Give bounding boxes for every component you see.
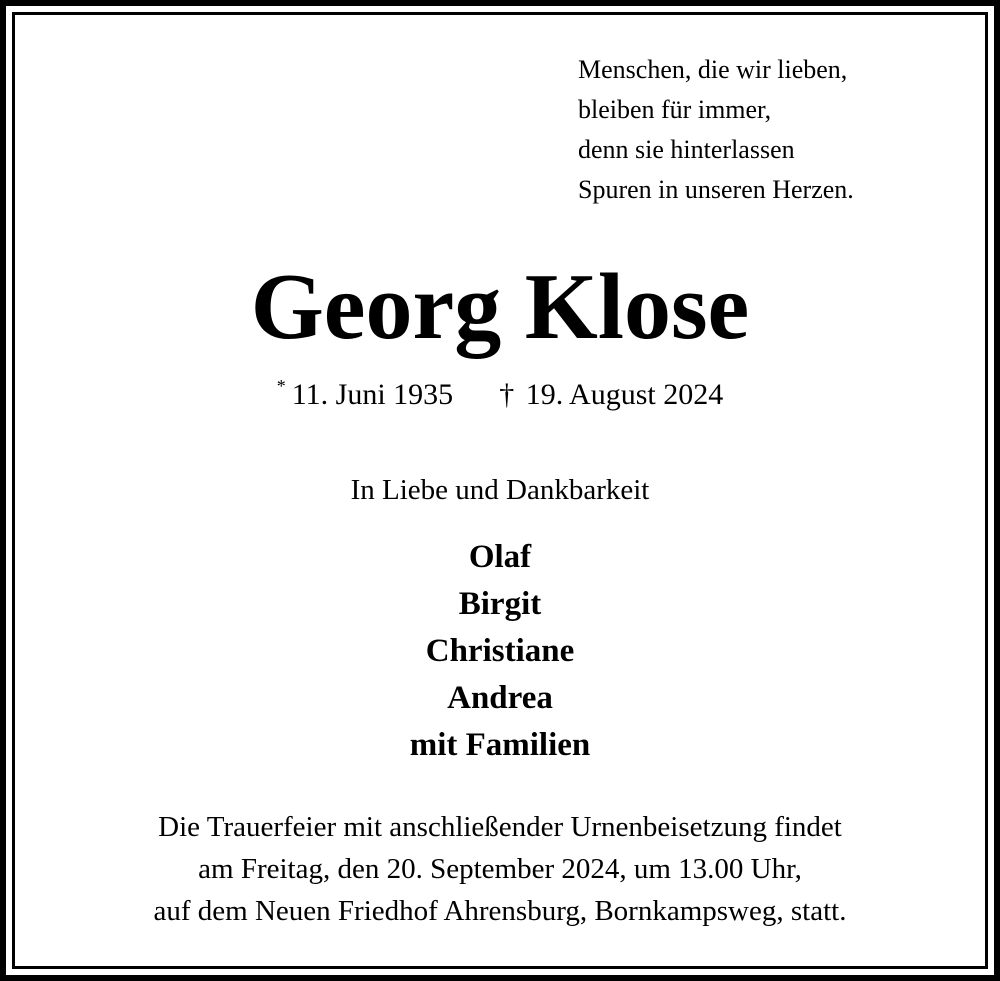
funeral-line: auf dem Neuen Friedhof Ahrensburg, Bornkampsweg, statt. [153,895,847,927]
life-dates [0,366,1000,415]
funeral-line: am Freitag, den 20. September 2024, um 13.00 Uhr, [198,853,802,885]
poem-line: denn sie hinterlassen [578,135,795,164]
death-symbol: † [499,378,515,411]
survivor-name: Christiane [425,633,575,669]
dedication-text: In Liebe und Dankbarkeit [350,474,650,506]
birth-date: 11. Juni 1935 [291,378,454,411]
survivor-name: Olaf [468,539,532,575]
funeral-line: Die Trauerfeier mit anschließender Urnenbeisetzung findet [158,811,842,843]
funeral-notice [0,806,1000,932]
poem-verse [578,50,854,210]
survivors-list [0,534,1000,769]
survivor-name: Andrea [447,680,553,716]
deceased-name: Georg Klose [250,255,750,359]
poem-line: Spuren in unseren Herzen. [578,175,854,204]
poem-line: bleiben für immer, [578,95,772,124]
birth-symbol: * [276,376,286,396]
poem-line: Menschen, die wir lieben, [578,55,848,84]
survivor-families: mit Familien [409,727,591,763]
survivor-name: Birgit [458,586,542,622]
death-date: 19. August 2024 [525,378,724,411]
